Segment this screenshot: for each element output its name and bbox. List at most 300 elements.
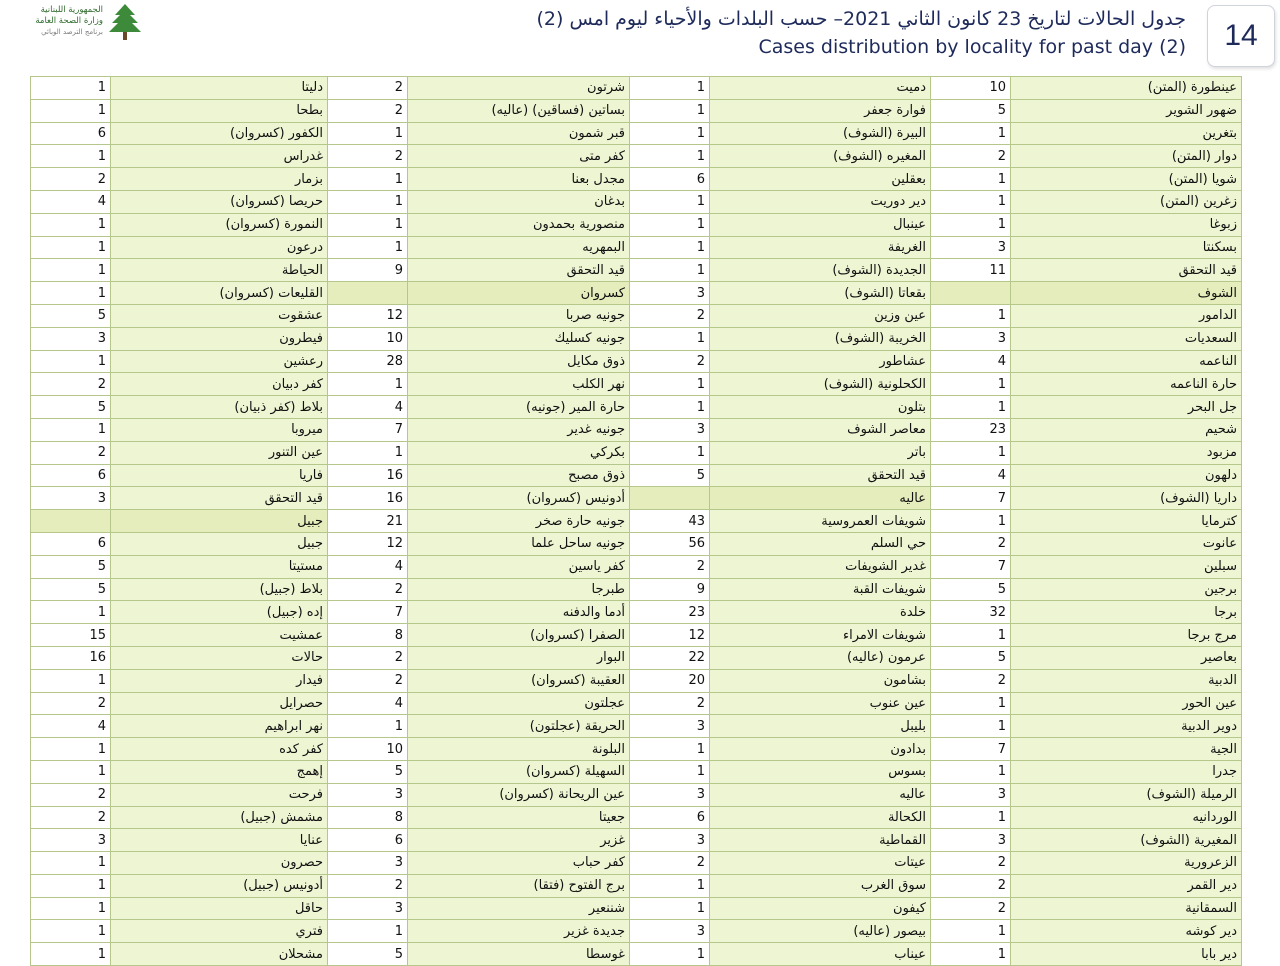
table-row xyxy=(31,487,1242,510)
locality-cell: غدير الشويفات xyxy=(710,555,931,578)
table-row xyxy=(31,852,1242,875)
locality-cell: جونيه ساحل علما xyxy=(408,532,630,555)
locality-cell: المغيرية (الشوف) xyxy=(1011,829,1242,852)
locality-cell: داريا (الشوف) xyxy=(1011,487,1242,510)
locality-cell: برجا xyxy=(1011,601,1242,624)
case-count-cell: 1 xyxy=(31,77,111,100)
locality-cell: دير دوريت xyxy=(710,190,931,213)
case-count-cell: 1 xyxy=(630,760,710,783)
case-count-cell: 6 xyxy=(630,806,710,829)
table-row xyxy=(31,304,1242,327)
table-row xyxy=(31,99,1242,122)
locality-cell: فاريا xyxy=(111,464,328,487)
table-row xyxy=(31,715,1242,738)
case-count-cell: 3 xyxy=(931,829,1011,852)
case-count-cell: 1 xyxy=(328,236,408,259)
locality-cell: الحريقة (عجلتون) xyxy=(408,715,630,738)
locality-cell: زغرين (المتن) xyxy=(1011,190,1242,213)
locality-cell: بدادون xyxy=(710,738,931,761)
locality-cell: بعقلين xyxy=(710,168,931,191)
locality-cell: عمشيت xyxy=(111,624,328,647)
case-count-cell: 1 xyxy=(630,190,710,213)
case-count-cell: 6 xyxy=(31,464,111,487)
locality-cell: إهمج xyxy=(111,760,328,783)
locality-cell: جونيه صربا xyxy=(408,304,630,327)
locality-cell: كفر دبيان xyxy=(111,373,328,396)
locality-cell: إده (جبيل) xyxy=(111,601,328,624)
locality-cell: حصرايل xyxy=(111,692,328,715)
case-count-cell: 1 xyxy=(931,715,1011,738)
locality-cell: زبوغا xyxy=(1011,213,1242,236)
case-count-cell: 6 xyxy=(31,532,111,555)
locality-cell: الخريبة (الشوف) xyxy=(710,327,931,350)
locality-cell: غدراس xyxy=(111,145,328,168)
case-count-cell: 3 xyxy=(630,829,710,852)
case-count-cell: 4 xyxy=(931,464,1011,487)
locality-cell: ذوق مكايل xyxy=(408,350,630,373)
locality-cell: معاصر الشوف xyxy=(710,418,931,441)
table-row xyxy=(31,874,1242,897)
locality-cell: أدونيس (كسروان) xyxy=(408,487,630,510)
locality-cell: شويفات الامراء xyxy=(710,624,931,647)
locality-cell: بتلون xyxy=(710,396,931,419)
case-count-cell: 1 xyxy=(31,259,111,282)
header xyxy=(0,0,1280,74)
case-count-cell: 5 xyxy=(630,464,710,487)
locality-cell: عانوت xyxy=(1011,532,1242,555)
locality-cell: جبيل xyxy=(111,532,328,555)
locality-cell: بتغرين xyxy=(1011,122,1242,145)
locality-cell: باتر xyxy=(710,441,931,464)
locality-cell: مرج برجا xyxy=(1011,624,1242,647)
case-count-cell: 1 xyxy=(630,373,710,396)
locality-cell: سبلين xyxy=(1011,555,1242,578)
locality-cell: دلهون xyxy=(1011,464,1242,487)
case-count-cell: 2 xyxy=(328,145,408,168)
case-count-cell: 1 xyxy=(328,373,408,396)
locality-cell: عينبال xyxy=(710,213,931,236)
table-row xyxy=(31,122,1242,145)
table-row xyxy=(31,259,1242,282)
locality-cell: جل البحر xyxy=(1011,396,1242,419)
case-count-cell: 16 xyxy=(328,464,408,487)
case-count-cell: 1 xyxy=(931,441,1011,464)
case-count-cell: 3 xyxy=(630,783,710,806)
case-count-cell: 1 xyxy=(931,806,1011,829)
locality-cell: عين التنور xyxy=(111,441,328,464)
table-row xyxy=(31,920,1242,943)
locality-cell: برج الفتوح (فتقا) xyxy=(408,874,630,897)
locality-cell: البوار xyxy=(408,646,630,669)
case-count-cell: 3 xyxy=(931,327,1011,350)
case-count-cell: 11 xyxy=(931,259,1011,282)
table-row xyxy=(31,396,1242,419)
logo-line-2: وزارة الصحة العامة xyxy=(35,16,103,26)
table-row xyxy=(31,555,1242,578)
case-count-cell: 1 xyxy=(328,715,408,738)
case-count-cell: 9 xyxy=(328,259,408,282)
case-count-cell: 1 xyxy=(630,259,710,282)
locality-cell: الجية xyxy=(1011,738,1242,761)
locality-cell: دوير الدبية xyxy=(1011,715,1242,738)
locality-cell: مستيتا xyxy=(111,555,328,578)
case-count-cell: 1 xyxy=(931,760,1011,783)
locality-cell: الحياطة xyxy=(111,259,328,282)
locality-cell: فوارة جعفر xyxy=(710,99,931,122)
locality-cell: جعيتا xyxy=(408,806,630,829)
case-count-cell: 2 xyxy=(630,304,710,327)
locality-cell: بيصور (عاليه) xyxy=(710,920,931,943)
locality-cell: بسكنتا xyxy=(1011,236,1242,259)
locality-cell: جونيه حارة صخر xyxy=(408,510,630,533)
locality-cell: البمهريه xyxy=(408,236,630,259)
case-count-cell: 1 xyxy=(328,190,408,213)
case-count-cell: 23 xyxy=(931,418,1011,441)
table-row xyxy=(31,646,1242,669)
case-count-cell: 3 xyxy=(630,715,710,738)
case-count-cell: 3 xyxy=(31,327,111,350)
case-count-cell: 3 xyxy=(630,418,710,441)
case-count-cell: 1 xyxy=(31,669,111,692)
case-count-cell: 2 xyxy=(630,555,710,578)
case-count-cell: 5 xyxy=(31,555,111,578)
locality-cell: القليعات (كسروان) xyxy=(111,282,328,305)
region-header-cell: عاليه xyxy=(710,487,931,510)
case-count-cell: 2 xyxy=(931,897,1011,920)
table-row xyxy=(31,601,1242,624)
locality-cell: شرتون xyxy=(408,77,630,100)
locality-cell: نهر ابراهيم xyxy=(111,715,328,738)
case-count-cell: 3 xyxy=(931,783,1011,806)
locality-cell: حي السلم xyxy=(710,532,931,555)
table-row xyxy=(31,897,1242,920)
case-count-cell: 1 xyxy=(931,624,1011,647)
case-count-cell: 1 xyxy=(630,441,710,464)
locality-cell: مزبود xyxy=(1011,441,1242,464)
table-row xyxy=(31,624,1242,647)
locality-cell: عين وزين xyxy=(710,304,931,327)
locality-cell: الصفرا (كسروان) xyxy=(408,624,630,647)
case-count-cell: 5 xyxy=(31,396,111,419)
title-english: Cases distribution by locality for past day (2) xyxy=(758,36,1186,58)
case-count-cell: 2 xyxy=(630,350,710,373)
locality-cell: قيد التحقق xyxy=(1011,259,1242,282)
case-count-cell: 1 xyxy=(328,213,408,236)
case-count-cell: 2 xyxy=(31,783,111,806)
case-count-cell: 1 xyxy=(630,122,710,145)
locality-cell: شننعير xyxy=(408,897,630,920)
locality-cell: كترمايا xyxy=(1011,510,1242,533)
locality-cell: السعديات xyxy=(1011,327,1242,350)
table-row xyxy=(31,350,1242,373)
case-count-cell xyxy=(31,510,111,533)
case-count-cell: 7 xyxy=(931,487,1011,510)
locality-cell: الكفور (كسروان) xyxy=(111,122,328,145)
locality-cell: كفر كده xyxy=(111,738,328,761)
case-count-cell: 6 xyxy=(31,122,111,145)
case-count-cell: 3 xyxy=(630,920,710,943)
cases-table xyxy=(30,76,1242,966)
case-count-cell: 1 xyxy=(630,738,710,761)
case-count-cell: 1 xyxy=(630,213,710,236)
case-count-cell: 1 xyxy=(31,943,111,966)
locality-cell: الوردانيه xyxy=(1011,806,1242,829)
locality-cell: مشحلان xyxy=(111,943,328,966)
table-row xyxy=(31,77,1242,100)
title-arabic: جدول الحالات لتاريخ 23 كانون الثاني 2021– حسب البلدات والأحياء ليوم امس (2) xyxy=(536,8,1186,30)
case-count-cell: 1 xyxy=(31,897,111,920)
case-count-cell: 7 xyxy=(931,738,1011,761)
case-count-cell: 12 xyxy=(328,304,408,327)
case-count-cell: 4 xyxy=(31,715,111,738)
case-count-cell: 1 xyxy=(31,99,111,122)
case-count-cell: 1 xyxy=(630,145,710,168)
table-row xyxy=(31,669,1242,692)
locality-cell: المغيره (الشوف) xyxy=(710,145,931,168)
locality-cell: كيفون xyxy=(710,897,931,920)
case-count-cell: 8 xyxy=(328,624,408,647)
table-row xyxy=(31,738,1242,761)
case-count-cell: 2 xyxy=(328,669,408,692)
table-row xyxy=(31,829,1242,852)
locality-cell: السهيلة (كسروان) xyxy=(408,760,630,783)
locality-cell: بقعاتا (الشوف) xyxy=(710,282,931,305)
locality-cell: شويا (المتن) xyxy=(1011,168,1242,191)
case-count-cell: 2 xyxy=(328,646,408,669)
case-count-cell: 28 xyxy=(328,350,408,373)
case-count-cell: 2 xyxy=(328,77,408,100)
case-count-cell xyxy=(630,487,710,510)
case-count-cell: 15 xyxy=(31,624,111,647)
locality-cell: بدغان xyxy=(408,190,630,213)
case-count-cell: 1 xyxy=(931,190,1011,213)
case-count-cell: 12 xyxy=(630,624,710,647)
table-body xyxy=(31,77,1242,966)
locality-cell: بعاصير xyxy=(1011,646,1242,669)
locality-cell: دير القمر xyxy=(1011,874,1242,897)
case-count-cell: 7 xyxy=(328,418,408,441)
locality-cell: بزمار xyxy=(111,168,328,191)
case-count-cell: 2 xyxy=(31,373,111,396)
case-count-cell: 1 xyxy=(931,920,1011,943)
table-row xyxy=(31,418,1242,441)
locality-cell: حصرون xyxy=(111,852,328,875)
locality-cell: حارة المير (جونيه) xyxy=(408,396,630,419)
locality-cell: أدما والدفنه xyxy=(408,601,630,624)
case-count-cell: 1 xyxy=(31,601,111,624)
case-count-cell: 1 xyxy=(31,145,111,168)
locality-cell: عيناب xyxy=(710,943,931,966)
locality-cell: البلونة xyxy=(408,738,630,761)
table-row xyxy=(31,145,1242,168)
locality-cell: عرمون (عاليه) xyxy=(710,646,931,669)
case-count-cell: 2 xyxy=(931,874,1011,897)
locality-cell: الكحالة xyxy=(710,806,931,829)
case-count-cell: 16 xyxy=(328,487,408,510)
locality-cell: غوسطا xyxy=(408,943,630,966)
table-row xyxy=(31,578,1242,601)
locality-cell: دميت xyxy=(710,77,931,100)
case-count-cell: 1 xyxy=(31,852,111,875)
case-count-cell: 1 xyxy=(630,236,710,259)
locality-cell: شويفات القبة xyxy=(710,578,931,601)
locality-cell: عيتات xyxy=(710,852,931,875)
case-count-cell: 5 xyxy=(931,646,1011,669)
locality-cell: السمقانية xyxy=(1011,897,1242,920)
case-count-cell xyxy=(931,282,1011,305)
case-count-cell: 3 xyxy=(328,783,408,806)
case-count-cell: 32 xyxy=(931,601,1011,624)
locality-cell: الدامور xyxy=(1011,304,1242,327)
case-count-cell: 1 xyxy=(328,441,408,464)
table-row xyxy=(31,943,1242,966)
table-row xyxy=(31,464,1242,487)
locality-cell: عنايا xyxy=(111,829,328,852)
table-row xyxy=(31,692,1242,715)
region-header-cell: كسروان xyxy=(408,282,630,305)
table-row xyxy=(31,213,1242,236)
case-count-cell: 2 xyxy=(328,874,408,897)
locality-cell: طبرجا xyxy=(408,578,630,601)
case-count-cell: 3 xyxy=(31,487,111,510)
case-count-cell: 1 xyxy=(931,943,1011,966)
table-row xyxy=(31,282,1242,305)
locality-cell: جونيه غدير xyxy=(408,418,630,441)
region-header-cell: الشوف xyxy=(1011,282,1242,305)
table-row xyxy=(31,327,1242,350)
locality-cell: جونيه كسليك xyxy=(408,327,630,350)
table-row xyxy=(31,373,1242,396)
locality-cell: النمورة (كسروان) xyxy=(111,213,328,236)
case-count-cell: 5 xyxy=(31,578,111,601)
table-row xyxy=(31,190,1242,213)
locality-cell: بلاط (كفر ذبيان) xyxy=(111,396,328,419)
case-count-cell: 22 xyxy=(630,646,710,669)
locality-cell: ميروبا xyxy=(111,418,328,441)
case-count-cell: 1 xyxy=(31,213,111,236)
locality-cell: عشقوت xyxy=(111,304,328,327)
case-count-cell: 2 xyxy=(31,692,111,715)
locality-cell: العقيبة (كسروان) xyxy=(408,669,630,692)
case-count-cell: 5 xyxy=(931,99,1011,122)
locality-cell: جديدة غزير xyxy=(408,920,630,943)
locality-cell: دير كوشه xyxy=(1011,920,1242,943)
locality-cell: ضهور الشوير xyxy=(1011,99,1242,122)
case-count-cell: 4 xyxy=(31,190,111,213)
case-count-cell: 2 xyxy=(31,441,111,464)
case-count-cell: 1 xyxy=(630,327,710,350)
case-count-cell: 1 xyxy=(630,897,710,920)
locality-cell: بشامون xyxy=(710,669,931,692)
case-count-cell: 3 xyxy=(328,852,408,875)
case-count-cell: 1 xyxy=(630,874,710,897)
locality-cell: بطحا xyxy=(111,99,328,122)
table-row xyxy=(31,783,1242,806)
case-count-cell: 5 xyxy=(31,304,111,327)
table-row xyxy=(31,532,1242,555)
locality-cell: شحيم xyxy=(1011,418,1242,441)
locality-cell: بسوس xyxy=(710,760,931,783)
case-count-cell: 5 xyxy=(328,943,408,966)
case-count-cell: 4 xyxy=(328,396,408,419)
case-count-cell: 1 xyxy=(31,282,111,305)
case-count-cell: 21 xyxy=(328,510,408,533)
case-count-cell: 1 xyxy=(931,304,1011,327)
case-count-cell: 2 xyxy=(931,852,1011,875)
case-count-cell: 1 xyxy=(931,396,1011,419)
region-header-cell: جبيل xyxy=(111,510,328,533)
case-count-cell: 4 xyxy=(328,555,408,578)
case-count-cell: 2 xyxy=(630,692,710,715)
locality-cell: جدرا xyxy=(1011,760,1242,783)
locality-cell: فيدار xyxy=(111,669,328,692)
locality-cell: عشاطور xyxy=(710,350,931,373)
locality-cell: رعشين xyxy=(111,350,328,373)
case-count-cell: 43 xyxy=(630,510,710,533)
locality-cell: قيد التحقق xyxy=(710,464,931,487)
locality-cell: دير بابا xyxy=(1011,943,1242,966)
locality-cell: البيرة (الشوف) xyxy=(710,122,931,145)
locality-cell: كفر متى xyxy=(408,145,630,168)
case-count-cell: 1 xyxy=(328,168,408,191)
locality-cell: بليبل xyxy=(710,715,931,738)
logo-line-3: برنامج الترصد الوبائي xyxy=(41,28,103,36)
case-count-cell: 1 xyxy=(931,122,1011,145)
case-count-cell: 1 xyxy=(31,760,111,783)
case-count-cell: 10 xyxy=(328,327,408,350)
locality-cell: عاليه xyxy=(710,783,931,806)
locality-cell: عين الحور xyxy=(1011,692,1242,715)
locality-cell: نهر الكلب xyxy=(408,373,630,396)
ministry-logo xyxy=(8,2,143,44)
table-row xyxy=(31,441,1242,464)
locality-cell: الناعمه xyxy=(1011,350,1242,373)
locality-cell: فرحت xyxy=(111,783,328,806)
logo-line-1: الجمهورية اللبنانية xyxy=(40,5,103,15)
case-count-cell: 5 xyxy=(931,578,1011,601)
locality-cell: حارة الناعمه xyxy=(1011,373,1242,396)
table-row xyxy=(31,236,1242,259)
locality-cell: دليتا xyxy=(111,77,328,100)
locality-cell: القماطية xyxy=(710,829,931,852)
table-row xyxy=(31,806,1242,829)
case-count-cell: 9 xyxy=(630,578,710,601)
locality-cell: عجلتون xyxy=(408,692,630,715)
case-count-cell: 10 xyxy=(931,77,1011,100)
locality-cell: قبر شمون xyxy=(408,122,630,145)
locality-cell: قيد التحقق xyxy=(408,259,630,282)
case-count-cell: 1 xyxy=(630,77,710,100)
locality-cell: حالات xyxy=(111,646,328,669)
case-count-cell: 10 xyxy=(328,738,408,761)
case-count-cell: 1 xyxy=(31,920,111,943)
case-count-cell: 4 xyxy=(931,350,1011,373)
case-count-cell: 1 xyxy=(630,943,710,966)
locality-cell: دوار (المتن) xyxy=(1011,145,1242,168)
locality-cell: الجديدة (الشوف) xyxy=(710,259,931,282)
case-count-cell: 56 xyxy=(630,532,710,555)
case-count-cell: 1 xyxy=(31,350,111,373)
case-count-cell: 1 xyxy=(931,168,1011,191)
locality-cell: عين عنوب xyxy=(710,692,931,715)
locality-cell: الدبية xyxy=(1011,669,1242,692)
locality-cell: فتري xyxy=(111,920,328,943)
case-count-cell: 1 xyxy=(931,692,1011,715)
case-count-cell: 1 xyxy=(328,920,408,943)
locality-cell: برجين xyxy=(1011,578,1242,601)
case-count-cell: 1 xyxy=(931,373,1011,396)
locality-cell: بساتين (فساقين) (عاليه) xyxy=(408,99,630,122)
